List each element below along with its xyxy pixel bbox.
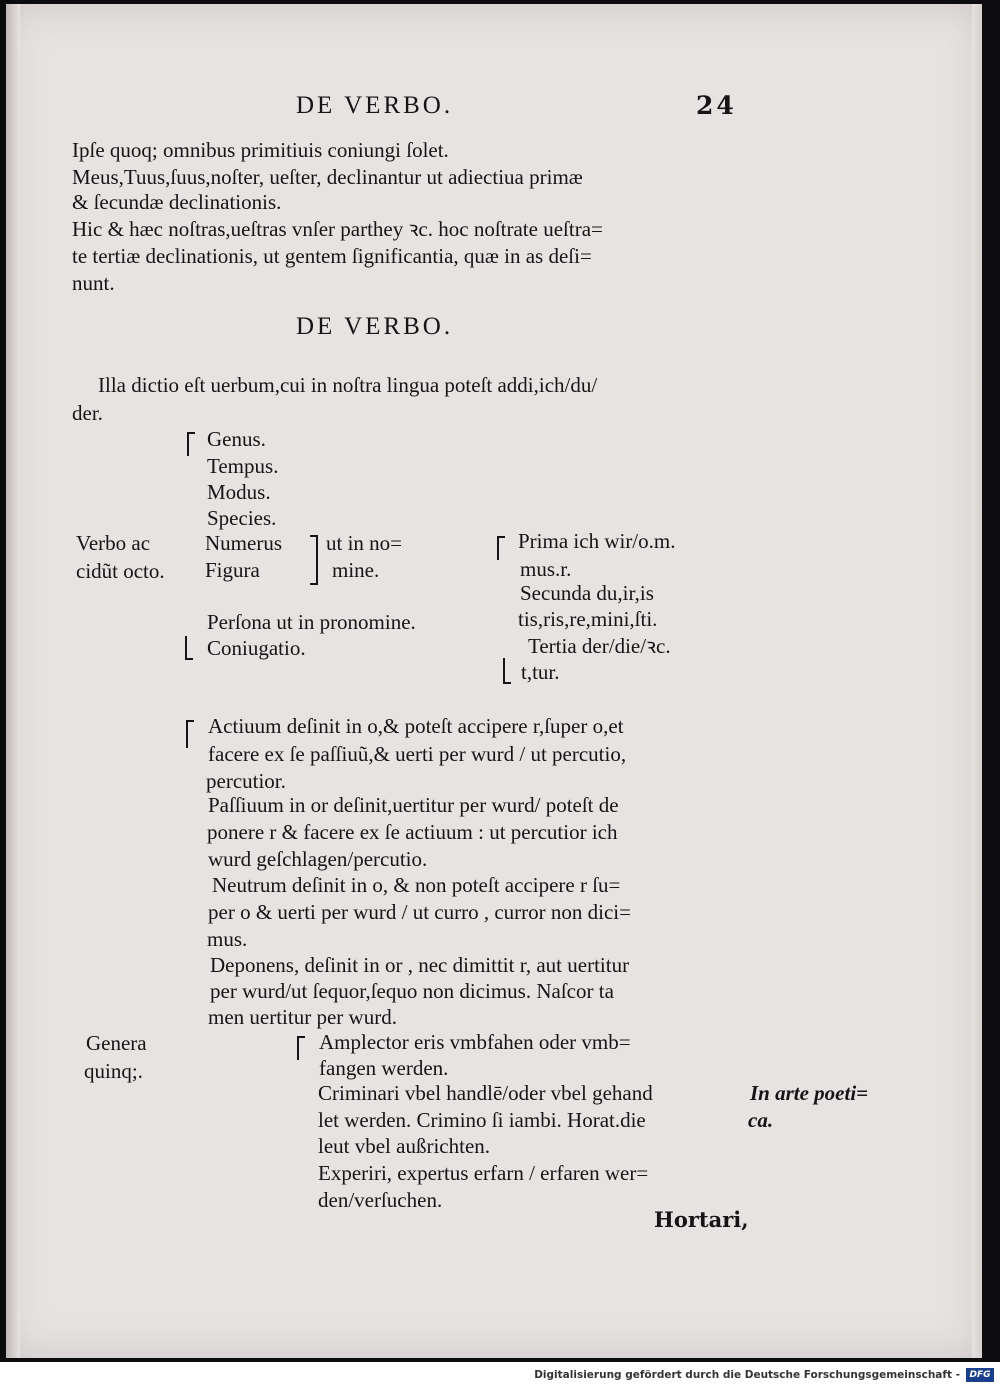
brace-bottom xyxy=(185,636,193,660)
genus-line: Actiuum deſinit in o,& poteſt accipere r,ſuper o,et xyxy=(208,714,624,738)
genus-line: per o & uerti per wurd / ut curro , curror non dici= xyxy=(208,900,631,924)
example-line: Criminari vbel handlē/oder vbel gehand xyxy=(318,1081,653,1105)
person-line: Prima ich wir/o.m. xyxy=(518,529,676,553)
example-line: Amplector eris vmbfahen oder vmb= xyxy=(319,1030,631,1054)
page-number: 24 xyxy=(696,91,737,120)
accident-item: Tempus. xyxy=(207,454,279,478)
text-line: & ſecundæ declinationis. xyxy=(72,190,282,214)
section-title: DE VERBO. xyxy=(296,313,454,340)
example-line: leut vbel außrichten. xyxy=(318,1134,491,1158)
accidents-label: cidũt octo. xyxy=(76,559,165,583)
numerus-note: mine. xyxy=(332,558,380,582)
page-edge xyxy=(972,4,982,1358)
brace-bottom xyxy=(503,658,511,684)
text-line: Meus,Tuus,ſuus,noſter, ueſter, declinantur ut adiectiua primæ xyxy=(72,165,583,189)
text-line: Hic & hæc noſtras,ueſtras vnſer parthey ꝛc. hoc noſtrate ueſtra= xyxy=(72,217,603,241)
brace-numerus xyxy=(310,535,318,585)
accident-item: Numerus xyxy=(205,531,282,555)
funding-credit: Digitalisierung gefördert durch die Deutsche Forschungsgemeinschaft - xyxy=(534,1369,960,1381)
numerus-note: ut in no= xyxy=(326,531,403,555)
person-line: Tertia der/die/ꝛc. xyxy=(528,634,671,658)
genus-line: per wurd/ut ſequor,ſequo non dicimus. Naſcor ta xyxy=(210,979,614,1003)
person-line: Secunda du,ir,is xyxy=(520,581,654,605)
page-gutter xyxy=(6,4,20,1358)
example-line: den/verſuchen. xyxy=(318,1188,443,1212)
genus-line: facere ex ſe paſſiuũ,& uerti per wurd / ut percutio, xyxy=(208,742,627,766)
example-line: let werden. Crimino ſi iambi. Horat.die xyxy=(318,1108,646,1132)
accident-item: Genus. xyxy=(207,427,266,451)
marginal-note: In arte poeti= xyxy=(750,1081,869,1105)
accident-item: Perſona ut in pronomine. xyxy=(207,610,416,634)
text-line: Ipſe quoq; omnibus primitiuis coniungi ſolet. xyxy=(72,138,449,162)
genus-line: men uertitur per wurd. xyxy=(208,1005,397,1029)
genus-line: Paſſiuum in or deſinit,uertitur per wurd/ poteſt de xyxy=(208,793,619,817)
brace-top xyxy=(187,432,195,456)
genus-line: mus. xyxy=(207,927,248,951)
text-line: der. xyxy=(72,401,103,425)
genus-line: wurd geſchlagen/percutio. xyxy=(208,847,428,871)
genus-line: Neutrum deſinit in o, & non poteſt accipere r ſu= xyxy=(212,873,621,897)
person-line: tis,ris,re,mini,ſti. xyxy=(518,607,658,631)
text-line: te tertiæ declinationis, ut gentem ſignificantia, quæ in as deſi= xyxy=(72,244,592,268)
person-line: t,tur. xyxy=(521,660,560,684)
accident-item: Species. xyxy=(207,506,277,530)
genus-line: percutior. xyxy=(206,769,286,793)
accident-item: Coniugatio. xyxy=(207,636,306,660)
running-title: DE VERBO. xyxy=(296,92,454,119)
person-line: mus.r. xyxy=(520,557,572,581)
example-line: Experiri, expertus erfarn / erfaren wer= xyxy=(318,1161,649,1185)
brace-top xyxy=(297,1036,305,1060)
genus-line: ponere r & facere ex ſe actiuum : ut percutior ich xyxy=(207,820,618,844)
dfg-logo: DFG xyxy=(966,1368,994,1382)
catchword: Hortari, xyxy=(654,1207,749,1232)
marginal-note: ca. xyxy=(748,1108,774,1132)
genus-line: Deponens, deſinit in or , nec dimittit r, aut uertitur xyxy=(210,953,630,977)
text-line: nunt. xyxy=(72,271,115,295)
accident-item: Figura xyxy=(205,558,260,582)
text-line: Illa dictio eſt uerbum,cui in noſtra lingua poteſt addi,ich/du/ xyxy=(98,373,598,397)
footer-bar xyxy=(0,1362,1000,1389)
brace-top xyxy=(186,720,194,748)
accident-item: Modus. xyxy=(207,480,271,504)
accidents-label: Verbo ac xyxy=(76,531,151,555)
brace-top xyxy=(497,536,505,560)
example-line: fangen werden. xyxy=(319,1056,449,1080)
genera-label: quinq;. xyxy=(84,1059,143,1083)
genera-label: Genera xyxy=(86,1031,147,1055)
